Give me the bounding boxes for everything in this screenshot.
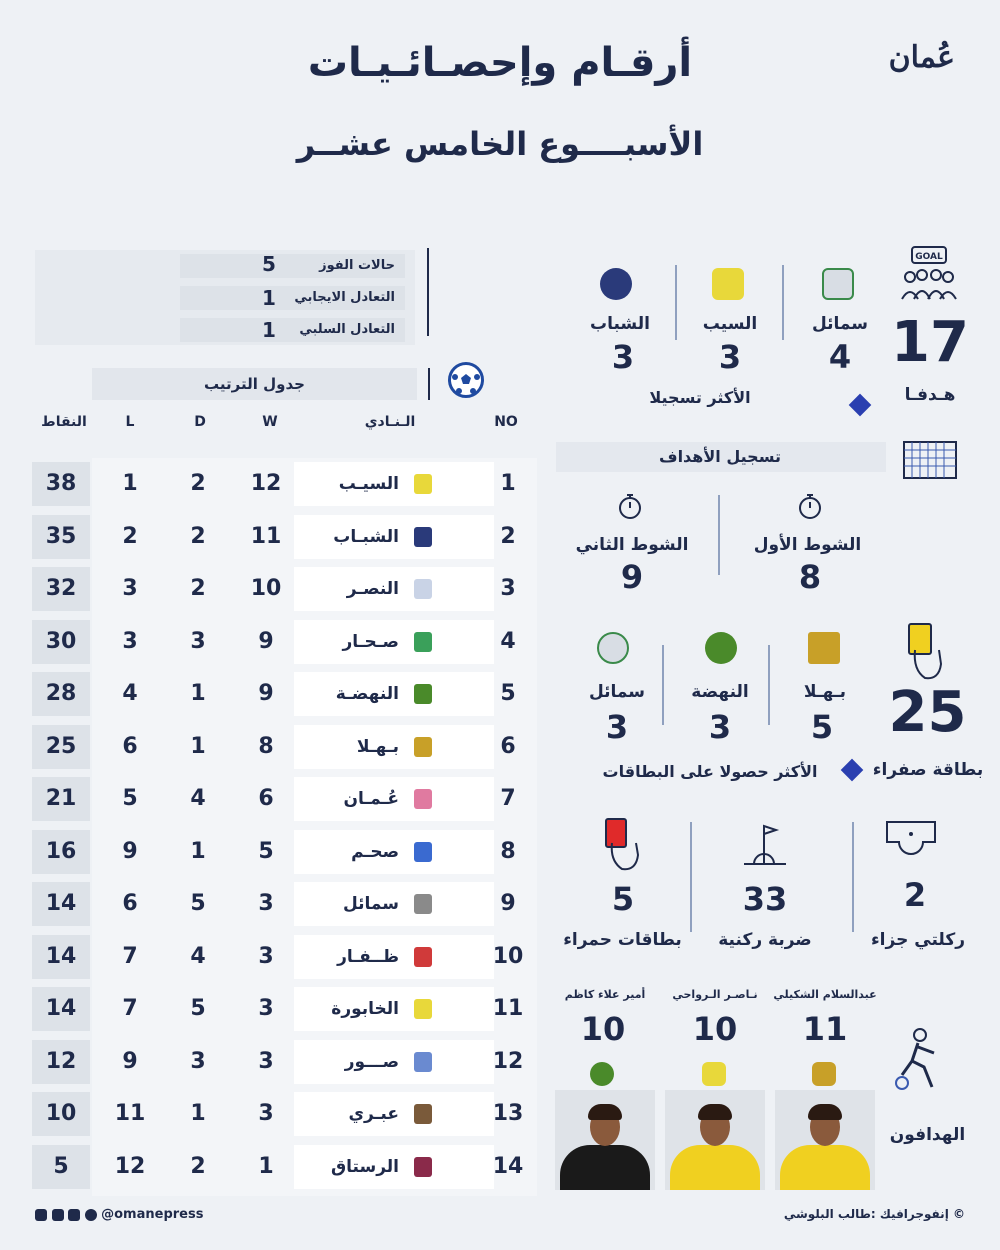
- club-logo: [414, 789, 432, 809]
- divider: [690, 822, 692, 932]
- player-kicking-icon: [890, 1025, 960, 1095]
- total-goals: 17: [891, 310, 969, 375]
- standings-title: جدول الترتيب: [92, 368, 417, 400]
- draws-cell: 4: [190, 943, 206, 969]
- wins-cell: 12: [250, 471, 282, 496]
- wins-cell: 11: [250, 523, 282, 549]
- halves-title: تسجيل الأهداف: [658, 447, 781, 466]
- summary-label-scoring-draws: التعادل الايجابي: [180, 286, 405, 310]
- goals-team-3-value: 3: [611, 338, 635, 376]
- club-cell: [294, 672, 494, 716]
- second-half-label: الشوط الثاني: [575, 535, 689, 555]
- credit: [780, 1207, 965, 1221]
- draws-cell: 1: [190, 733, 206, 759]
- club-cell: [294, 830, 494, 874]
- rank-cell: 7: [500, 786, 516, 811]
- rank-cell: 9: [500, 891, 516, 916]
- draws-cell: 1: [190, 1101, 206, 1126]
- wins-cell: 3: [258, 1048, 274, 1074]
- wins-cell: 10: [250, 576, 282, 601]
- header-losses: L: [125, 414, 135, 430]
- points-cell: 5: [32, 1145, 90, 1189]
- draws-cell: 2: [190, 471, 206, 496]
- goal-crowd-icon: [900, 245, 958, 303]
- handle-text: @omanepress: [101, 1207, 204, 1222]
- club-logo: [414, 527, 432, 547]
- red-card-icon: [598, 815, 650, 875]
- goals-team-2-name: السيب: [702, 314, 758, 334]
- total-yellow-cards: 25: [888, 680, 967, 745]
- club-name: الشبـاب: [333, 526, 399, 547]
- points-cell: 30: [32, 620, 90, 664]
- scorer-1-photo: [775, 1090, 875, 1190]
- scorer-1-name: عبدالسلام الشكيلي: [773, 988, 877, 1001]
- draws-cell: 4: [190, 786, 206, 811]
- summary-value-wins: 5: [262, 252, 276, 276]
- goals-team-1-name: سمائل: [811, 314, 869, 334]
- diamond-bullet: [849, 394, 872, 417]
- total-yellow-cards-label: بطاقة صفراء: [872, 760, 984, 780]
- penalty-value: 2: [903, 876, 927, 914]
- club-name: ظــفـار: [337, 946, 399, 967]
- club-cell: [294, 1040, 494, 1084]
- scorer-2-name: نـاصـر الـرواحي: [672, 988, 758, 1001]
- header-rank: NO: [494, 414, 518, 430]
- club-cell: [294, 462, 494, 506]
- club-cell: [294, 725, 494, 769]
- wins-cell: 3: [258, 891, 274, 916]
- svg-text:GOAL: GOAL: [915, 252, 943, 262]
- first-half-label: الشوط الأول: [753, 535, 862, 555]
- club-logo: [414, 1052, 432, 1072]
- divider: [782, 265, 784, 340]
- club-logo: [414, 894, 432, 914]
- top-scoring-teams-label: الأكثر تسجيلا: [649, 388, 751, 407]
- divider: [675, 265, 677, 340]
- losses-cell: 2: [122, 523, 138, 549]
- header-wins: W: [262, 414, 278, 430]
- losses-cell: 3: [122, 576, 138, 601]
- club-cell: [294, 935, 494, 979]
- youtube-icon: [35, 1209, 47, 1221]
- team-logo: [597, 632, 629, 664]
- club-cell: [294, 777, 494, 821]
- club-name: النصـر: [346, 579, 399, 599]
- header-club: الـنـادي: [364, 414, 416, 430]
- table-row: [32, 1040, 537, 1084]
- wins-cell: 3: [258, 943, 274, 969]
- goals-team-2-value: 3: [718, 338, 742, 376]
- club-cell: [294, 515, 494, 559]
- x-icon: [68, 1209, 80, 1221]
- points-cell: 38: [32, 462, 90, 506]
- club-logo: [414, 999, 432, 1019]
- wins-cell: 3: [258, 996, 274, 1021]
- club-name: الرستاق: [330, 1156, 399, 1177]
- header-points: النقاط: [41, 414, 87, 430]
- club-name: سمائل: [342, 894, 399, 914]
- club-logo: [414, 474, 432, 494]
- yellow-team-2-value: 3: [708, 708, 732, 746]
- penalty-area-icon: [883, 818, 939, 858]
- team-logo: [600, 268, 632, 300]
- draws-cell: 1: [190, 838, 206, 864]
- stopwatch-icon: [616, 492, 644, 520]
- table-row: [32, 1145, 537, 1189]
- points-cell: 28: [32, 672, 90, 716]
- club-logo: [414, 579, 432, 599]
- team-logo: [812, 1062, 836, 1086]
- losses-cell: 4: [122, 681, 138, 706]
- rank-cell: 6: [500, 733, 516, 759]
- scorers-label: الهدافون: [889, 1125, 966, 1145]
- rank-cell: 13: [492, 1101, 524, 1126]
- losses-cell: 12: [114, 1153, 146, 1179]
- scorer-3-photo: [555, 1090, 655, 1190]
- points-cell: 32: [32, 567, 90, 611]
- club-logo: [414, 632, 432, 652]
- corner-label: ضربة ركنية: [718, 930, 812, 950]
- summary-value-goalless-draws: 1: [262, 318, 276, 342]
- penalty-label: ركلتي جزاء: [870, 930, 965, 950]
- points-cell: 14: [32, 882, 90, 926]
- rank-cell: 3: [500, 576, 516, 601]
- rank-cell: 14: [492, 1153, 524, 1179]
- red-card-label: بطاقات حمراء: [563, 930, 682, 950]
- team-logo: [705, 632, 737, 664]
- table-row: [32, 567, 537, 611]
- rank-cell: 12: [492, 1048, 524, 1074]
- table-row: [32, 515, 537, 559]
- goals-team-3-name: الشباب: [590, 314, 650, 334]
- yellow-team-3-name: سمائل: [588, 682, 646, 702]
- losses-cell: 7: [122, 943, 138, 969]
- table-row: [32, 882, 537, 926]
- club-cell: [294, 1145, 494, 1189]
- points-cell: 14: [32, 987, 90, 1031]
- team-logo: [590, 1062, 614, 1086]
- brand-logo: عُمان: [888, 40, 955, 75]
- draws-cell: 2: [190, 523, 206, 549]
- scorer-1-goals: 11: [802, 1010, 848, 1048]
- wins-cell: 1: [258, 1153, 274, 1179]
- table-row: [32, 672, 537, 716]
- points-cell: 25: [32, 725, 90, 769]
- summary-value-scoring-draws: 1: [262, 286, 276, 310]
- table-row: [32, 830, 537, 874]
- draws-cell: 5: [190, 996, 206, 1021]
- club-logo: [414, 737, 432, 757]
- club-cell: [294, 882, 494, 926]
- club-name: عبـري: [348, 1104, 399, 1124]
- table-row: [32, 725, 537, 769]
- draws-cell: 3: [190, 1048, 206, 1074]
- points-cell: 21: [32, 777, 90, 821]
- scorer-3-goals: 10: [580, 1010, 626, 1048]
- divider: [768, 645, 770, 725]
- red-card-value: 5: [611, 880, 635, 918]
- club-cell: [294, 1092, 494, 1136]
- club-logo: [414, 1104, 432, 1124]
- facebook-icon: [85, 1209, 97, 1221]
- divider: [427, 248, 429, 336]
- yellow-team-3-value: 3: [605, 708, 629, 746]
- summary-label-wins: حالات الفوز: [180, 254, 405, 278]
- social-handle: [35, 1207, 203, 1222]
- draws-cell: 5: [190, 891, 206, 916]
- points-cell: 10: [32, 1092, 90, 1136]
- first-half-value: 8: [798, 558, 822, 596]
- club-name: صـــور: [344, 1051, 399, 1072]
- yellow-team-2-name: النهضة: [691, 682, 749, 702]
- table-row: [32, 620, 537, 664]
- rank-cell: 10: [492, 943, 524, 969]
- club-name: النهضـة: [335, 684, 399, 704]
- scorer-2-photo: [665, 1090, 765, 1190]
- club-cell: [294, 987, 494, 1031]
- corner-value: 33: [742, 880, 788, 918]
- football-icon: [448, 362, 484, 398]
- instagram-icon: [52, 1209, 64, 1221]
- draws-cell: 1: [190, 681, 206, 706]
- page-subtitle: الأسبــــوع الخامس عشــر: [296, 125, 704, 163]
- losses-cell: 1: [122, 471, 138, 496]
- yellow-team-1-value: 5: [810, 708, 834, 746]
- wins-cell: 3: [258, 1101, 274, 1126]
- club-logo: [414, 684, 432, 704]
- credit-text: إنفوجرافيك :طالب البلوشي: [783, 1207, 949, 1221]
- team-logo: [712, 268, 744, 300]
- table-row: [32, 1092, 537, 1136]
- wins-cell: 9: [258, 681, 274, 706]
- points-cell: 35: [32, 515, 90, 559]
- rank-cell: 1: [500, 471, 516, 496]
- draws-cell: 2: [190, 1153, 206, 1179]
- wins-cell: 5: [258, 838, 274, 864]
- table-row: [32, 935, 537, 979]
- table-row: [32, 777, 537, 821]
- rank-cell: 8: [500, 838, 516, 864]
- club-logo: [414, 1157, 432, 1177]
- losses-cell: 6: [122, 891, 138, 916]
- losses-cell: 3: [122, 628, 138, 654]
- header-draws: D: [194, 414, 206, 430]
- total-goals-label: هـدفـا: [904, 385, 956, 405]
- team-logo: [702, 1062, 726, 1086]
- summary-label-goalless-draws: التعادل السلبي: [180, 318, 405, 342]
- second-half-value: 9: [620, 558, 644, 596]
- club-name: السيـب: [338, 474, 399, 494]
- draws-cell: 2: [190, 576, 206, 601]
- yellow-card-icon: [895, 620, 955, 685]
- most-carded-teams-label: الأكثر حصولا على البطاقات: [602, 762, 818, 781]
- diamond-bullet: [841, 759, 864, 782]
- divider: [718, 495, 720, 575]
- divider: [428, 368, 430, 400]
- goal-net-icon: [900, 436, 960, 486]
- divider: [852, 822, 854, 932]
- losses-cell: 5: [122, 786, 138, 811]
- club-cell: [294, 567, 494, 611]
- club-name: صحـم: [351, 841, 399, 862]
- points-cell: 16: [32, 830, 90, 874]
- losses-cell: 11: [114, 1101, 146, 1126]
- points-cell: 14: [32, 935, 90, 979]
- club-logo: [414, 842, 432, 862]
- copyright-icon: ©: [953, 1207, 965, 1221]
- scorer-3-name: أمير علاء كاظم: [564, 988, 646, 1001]
- team-logo: [822, 268, 854, 300]
- points-cell: 12: [32, 1040, 90, 1084]
- rank-cell: 4: [500, 628, 516, 654]
- losses-cell: 9: [122, 1048, 138, 1074]
- club-name: عُـمـان: [343, 789, 399, 809]
- club-name: بـهـلا: [356, 736, 399, 757]
- page-title: أرقـام وإحصـائـيـات: [307, 40, 693, 86]
- goals-team-1-value: 4: [828, 338, 852, 376]
- table-row: [32, 987, 537, 1031]
- club-logo: [414, 947, 432, 967]
- losses-cell: 9: [122, 838, 138, 864]
- rank-cell: 11: [492, 996, 524, 1021]
- stopwatch-icon: [796, 492, 824, 520]
- draws-cell: 3: [190, 628, 206, 654]
- yellow-team-1-name: بـهـلا: [803, 682, 847, 702]
- rank-cell: 5: [500, 681, 516, 706]
- table-row: [32, 462, 537, 506]
- corner-flag-icon: [740, 820, 790, 870]
- losses-cell: 7: [122, 996, 138, 1021]
- club-name: الخابورة: [331, 999, 399, 1019]
- club-cell: [294, 620, 494, 664]
- losses-cell: 6: [122, 733, 138, 759]
- wins-cell: 9: [258, 628, 274, 654]
- scorer-2-goals: 10: [692, 1010, 738, 1048]
- rank-cell: 2: [500, 523, 516, 549]
- wins-cell: 6: [258, 786, 274, 811]
- team-logo: [808, 632, 840, 664]
- club-name: صـحـار: [342, 631, 399, 652]
- wins-cell: 8: [258, 733, 274, 759]
